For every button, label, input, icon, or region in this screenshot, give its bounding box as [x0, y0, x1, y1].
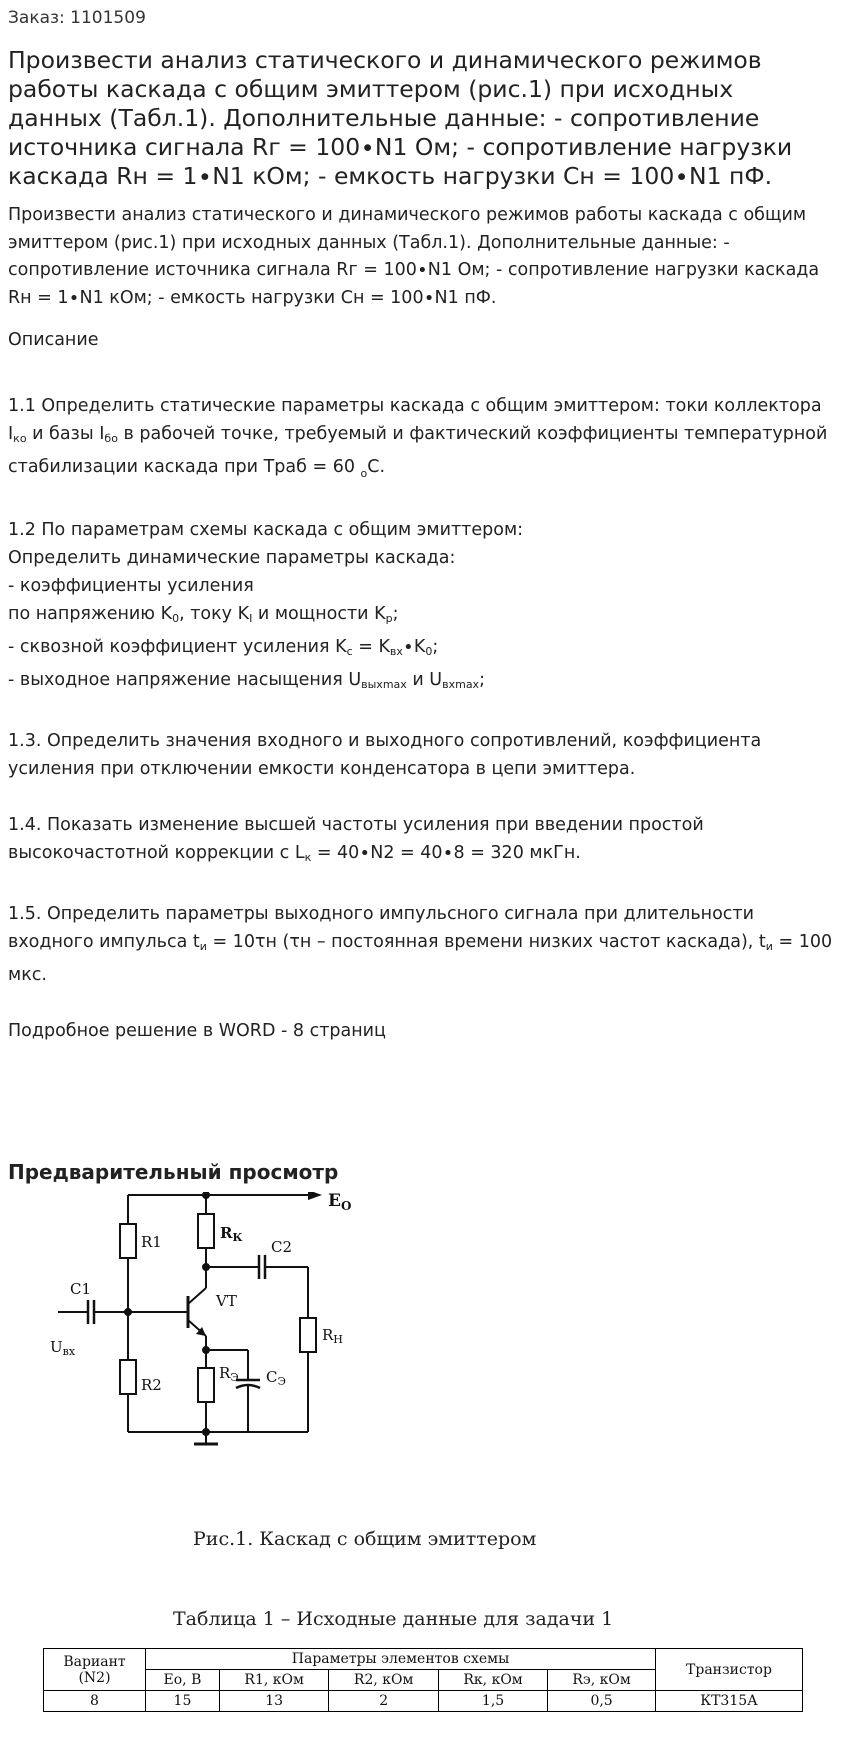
- preview-heading: Предварительный просмотр: [8, 1160, 339, 1184]
- resistor-rk: [198, 1214, 214, 1248]
- label-e0: E: [328, 1192, 341, 1211]
- cell-rk: 1,5: [438, 1691, 547, 1712]
- label-r2: R2: [141, 1376, 162, 1394]
- supply-arrow-icon: [308, 1192, 322, 1200]
- label-r1: R1: [141, 1233, 162, 1251]
- col-r2: R2, кОм: [329, 1670, 439, 1691]
- svg-text:Uвх: $U_{вх}$: [50, 1338, 76, 1358]
- cell-transistor: КТ315А: [656, 1691, 803, 1712]
- resistor-r2: [120, 1360, 136, 1394]
- cell-variant: 8: [44, 1691, 146, 1712]
- order-number: Заказ: 1101509: [8, 8, 146, 28]
- col-r1: R1, кОм: [219, 1670, 329, 1691]
- cell-re: 0,5: [548, 1691, 656, 1712]
- header-variant: Вариант (N2): [44, 1649, 146, 1691]
- svg-text:CЭ: $C_Э$: [266, 1368, 286, 1388]
- task-1-4: 1.4. Показать изменение высшей частоты усиления при введении простой высокочастотной коррекции с $L_к = 40\cdot N2 = 40\cdot 8 = 320$ мкГн.: [8, 815, 704, 864]
- task-description: [8, 392, 838, 1073]
- header-transistor: Транзистор: [656, 1649, 803, 1691]
- figure-caption: Рис.1. Каскад с общим эмиттером: [193, 1528, 537, 1550]
- cell-r1: 13: [219, 1691, 329, 1712]
- label-ce: C: [266, 1368, 278, 1386]
- svg-text:RК: $R_К$: [220, 1224, 243, 1244]
- label-vt: VT: [216, 1292, 237, 1310]
- solution-note: Подробное решение в WORD - 8 страниц: [8, 1021, 386, 1041]
- resistor-rn: [300, 1318, 316, 1352]
- cell-e0: 15: [146, 1691, 220, 1712]
- cell-r2: 2: [329, 1691, 439, 1712]
- svg-text:EO: $E_O$: [328, 1192, 352, 1213]
- col-e0: Eo, В: [146, 1670, 220, 1691]
- col-re: Rэ, кОм: [548, 1670, 656, 1691]
- label-rn: R: [322, 1326, 334, 1344]
- col-rk: Rк, кОм: [438, 1670, 547, 1691]
- page-title: Произвести анализ статического и динамического режимов работы каскада с общим эмиттером (рис.1) при исходных данных (Табл.1). Дополнительные данные: - сопротивление источника сигнала Rг = 100∙N1 Ом; - сопротивление нагрузки каскада Rн = 1∙N1 кОм; - емкость нагрузки Cн = 100∙N1 пФ.: [8, 46, 793, 190]
- description-label: Описание: [8, 330, 99, 350]
- task-1-1: 1.1 Определить статические параметры каскада с общим эмиттером: токи коллектора $I_{ко}$ и базы $I_{бо}$ в рабочей точке, требуемый и фактический коэффициенты температурной стабилизации каскада при Траб = 60 $_о$С.: [8, 396, 828, 480]
- label-c1: C1: [70, 1280, 92, 1298]
- parameters-table: [43, 1648, 803, 1712]
- header-params: Параметры элементов схемы: [146, 1649, 656, 1670]
- label-c2: C2: [271, 1238, 293, 1256]
- label-rk: R: [220, 1224, 233, 1242]
- circuit-diagram: [38, 1192, 538, 1512]
- svg-text:RН: $R_Н$: [322, 1326, 343, 1346]
- table-caption: Таблица 1 – Исходные данные для задачи 1: [173, 1608, 614, 1630]
- task-1-5: 1.5. Определить параметры выходного импульсного сигнала при длительности входного импульса $t_и = 10\tau н$ (τн – постоянная времени низких частот каскада), $t_и = 100$ мкс.: [8, 904, 833, 985]
- lead-paragraph: Произвести анализ статического и динамического режимов работы каскада с общим эмиттером (рис.1) при исходных данных (Табл.1). Дополнительные данные: - сопротивление источника сигнала Rг = 100∙N1 Ом; - сопротивление нагрузки каскада Rн = 1∙N1 кОм; - емкость нагрузки Cн = 100∙N1 пФ.: [8, 205, 820, 308]
- resistor-re: [198, 1368, 214, 1402]
- table-row: [44, 1691, 803, 1712]
- label-re: R: [219, 1364, 231, 1382]
- task-1-3: 1.3. Определить значения входного и выходного сопротивлений, коэффициента усиления при отключении емкости конденсатора в цепи эмиттера.: [8, 731, 762, 779]
- svg-text:RЭ: $R_Э$: [219, 1364, 239, 1384]
- label-uvx: U: [50, 1338, 63, 1356]
- task-1-2: 1.2 По параметрам схемы каскада с общим эмиттером: Определить динамические параметры каскада: - коэффициенты усиления по напряжению $K_0$, току $K_I$ и мощности $K_p$; - сквозной коэффициент усиления $K_c = K_{вх}\cdot K_0$; - выходное напряжение насыщения $U_{выхmax}$ и $U_{вхmax}$;: [8, 520, 524, 691]
- resistor-r1: [120, 1224, 136, 1258]
